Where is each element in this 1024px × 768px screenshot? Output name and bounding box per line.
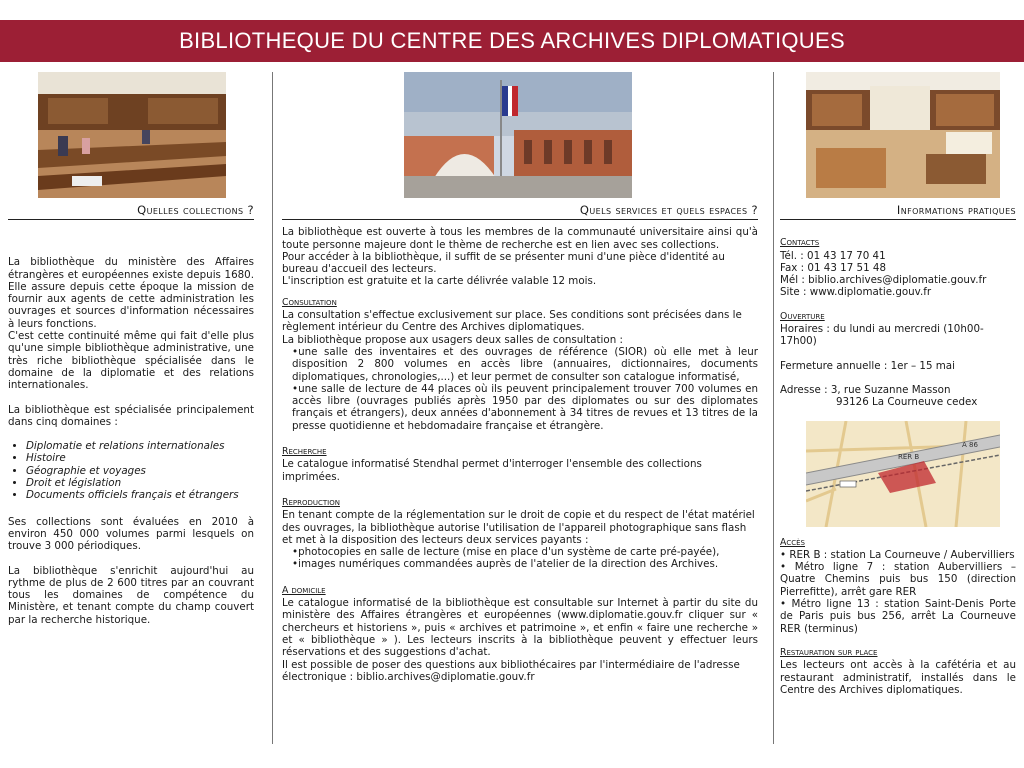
- paragraph: La bibliothèque propose aux usagers deux salles de consultation :: [282, 333, 623, 346]
- section-heading: Informations pratiques: [780, 204, 1016, 220]
- column-divider: [773, 72, 774, 744]
- library-photo: [806, 72, 1000, 198]
- access-text: RER B : station La Courneuve / Aubervilliers: [789, 548, 1015, 561]
- contact-line: Fax : 01 43 17 51 48: [780, 261, 887, 274]
- reading-room-image: [38, 72, 226, 198]
- paragraph: La bibliothèque s'enrichit aujourd'hui au rythme de plus de 2 600 titres par an couvrant tous les domaines de compétence du Ministère, et tenant compte du champ couvert par la recherche historique.: [8, 564, 254, 626]
- subheading: Ouverture: [780, 310, 825, 322]
- access-map: [806, 421, 1000, 527]
- map-label-a86: A 86: [962, 440, 978, 449]
- reproduction-list: [282, 546, 758, 571]
- access-line: • Métro ligne 7 : station Aubervilliers – Quatre Chemins puis bus 150 (direction Pierrefitte), arrêt gare RER: [780, 561, 1016, 598]
- contact-line: Tél. : 01 43 17 70 41: [780, 249, 886, 262]
- section-heading: Quelles collections ?: [8, 204, 254, 220]
- paragraph: C'est cette continuité même qui fait d'elle plus qu'une simple bibliothèque administrative, une très riche bibliothèque spécialisée dans le domaine de la diplomatie et des relations internationales.: [8, 330, 254, 392]
- access-line: • Métro ligne 13 : station Saint-Denis Porte de Paris puis bus 256, arrêt La Courneuve RER (terminus): [780, 598, 1016, 635]
- contact-line: Mél : biblio.archives@diplomatie.gouv.fr: [780, 274, 987, 287]
- address-line: 93126 La Courneuve cedex: [836, 396, 978, 409]
- access-text: Métro ligne 13 : station Saint-Denis Porte de Paris puis bus 256, arrêt La Courneuve RER (terminus): [780, 598, 1016, 635]
- domains-list: [8, 440, 254, 501]
- list-item: • Histoire: [26, 452, 254, 464]
- map-label-rer: RER B: [898, 452, 920, 461]
- paragraph: La bibliothèque est spécialisée principalement dans cinq domaines :: [8, 403, 254, 428]
- building-photo: [404, 72, 632, 198]
- building-image: [404, 72, 632, 198]
- paragraph: Fermeture annuelle : 1er – 15 mai: [780, 359, 955, 372]
- address-line: Adresse : 3, rue Suzanne Masson: [780, 383, 951, 396]
- subheading: A domicile: [282, 584, 326, 596]
- access-text: Métro ligne 7 : station Aubervilliers – Quatre Chemins puis bus 150 (direction Pierrefitte), arrêt gare RER: [780, 561, 1016, 598]
- paragraph: En tenant compte de la réglementation sur le droit de copie et du respect de l'état matériel des ouvrages, la bibliothèque autorise l'utilisation de l'appareil photographique sans flash et met à la disposition des lecteurs deux services payants :: [282, 509, 755, 546]
- paragraph: La consultation s'effectue exclusivement sur place. Ses conditions sont précisées dans le règlement intérieur du Centre des Archives diplomatiques.: [282, 309, 742, 334]
- section-heading: Quels services et quels espaces ?: [282, 204, 758, 220]
- list-item: • Droit et législation: [26, 477, 254, 489]
- paragraph: Les lecteurs ont accès à la cafétéria et au restaurant administratif, installés dans le Centre des Archives diplomatiques.: [780, 659, 1016, 696]
- list-item: • Géographie et voyages: [26, 465, 254, 477]
- list-item: • photocopies en salle de lecture (mise en place d'un système de carte pré-payée),: [292, 546, 758, 558]
- practical-info-column: [780, 72, 1016, 696]
- page-title: BIBLIOTHEQUE DU CENTRE DES ARCHIVES DIPLOMATIQUES: [179, 28, 845, 53]
- list-item: • Documents officiels français et étrangers: [26, 489, 254, 501]
- rooms-list: [282, 346, 758, 432]
- subheading: Contacts: [780, 237, 820, 249]
- paragraph: L'inscription est gratuite et la carte délivrée valable 12 mois.: [282, 275, 597, 288]
- paragraph: Horaires : du lundi au mercredi (10h00-17h00): [780, 323, 984, 348]
- page-title-banner: [0, 20, 1024, 62]
- paragraph: La bibliothèque est ouverte à tous les membres de la communauté universitaire ainsi qu'à toute personne majeure dont le thème de recherche est en lien avec ses collections.: [282, 226, 758, 251]
- reading-room-photo: [38, 72, 226, 198]
- list-item: • Diplomatie et relations internationales: [26, 440, 254, 452]
- paragraph: Ses collections sont évaluées en 2010 à environ 450 000 volumes parmi lesquels on trouve 3 000 périodiques.: [8, 515, 254, 553]
- subheading: Reproduction: [282, 496, 340, 508]
- access-line: • RER B : station La Courneuve / Aubervilliers: [780, 548, 1015, 561]
- paragraph: Le catalogue informatisé de la bibliothèque est consultable sur Internet à partir du site du ministère des Affaires étrangères et européennes (www.diplomatie.gouv.fr cliquer sur « chercheurs et historiens », puis « archives et patrimoine », et enfin « faire une recherche » et « bibliothèque » ). Les lecteurs inscrits à la bibliothèque peuvent y effectuer leurs réservations et des suggestions d'achat.: [282, 597, 758, 659]
- subheading: Accès: [780, 536, 806, 548]
- library-image: [806, 72, 1000, 198]
- collections-column: [8, 72, 254, 626]
- paragraph: Pour accéder à la bibliothèque, il suffit de se présenter muni d'une pièce d'identité au bureau d'accueil des lecteurs.: [282, 250, 725, 276]
- contact-line: Site : www.diplomatie.gouv.fr: [780, 286, 932, 299]
- paragraph: Il est possible de poser des questions aux bibliothécaires par l'intermédiaire de l'adresse électronique : biblio.archives@diplomatie.gouv.fr: [282, 658, 740, 683]
- list-item: • une salle des inventaires et des ouvrages de référence (SIOR) où elle met à leur disposition 2 800 volumes en accès libre (annuaires, dictionnaires, documents diplomatiques, chronologies,...) et leur permet de consulter son catalogue informatisé,: [292, 346, 758, 383]
- list-item: • une salle de lecture de 44 places où ils peuvent principalement trouver 700 volumes en accès libre (ouvrages publiés après 1950 par des diplomates ou sur des diplomates français et étrangers), deux années d'abonnement à 34 titres de revues et 13 titres de la presse quotidienne et hebdomadaire française et étrangère.: [292, 383, 758, 432]
- subheading: Restauration sur place: [780, 646, 878, 658]
- services-column: [282, 72, 758, 683]
- paragraph: La bibliothèque du ministère des Affaires étrangères et européennes existe depuis 1680. Elle assure depuis cette époque la mission de fournir aux agents de cette administration les ouvrages et sources d'information nécessaires à leurs fonctions.: [8, 256, 254, 330]
- column-divider: [272, 72, 273, 744]
- list-item: • images numériques commandées auprès de l'atelier de la direction des Archives.: [292, 558, 758, 570]
- subheading: Recherche: [282, 446, 327, 458]
- paragraph: Le catalogue informatisé Stendhal permet d'interroger l'ensemble des collections imprimées.: [282, 458, 702, 483]
- subheading: Consultation: [282, 296, 337, 308]
- map-image: [806, 421, 1000, 527]
